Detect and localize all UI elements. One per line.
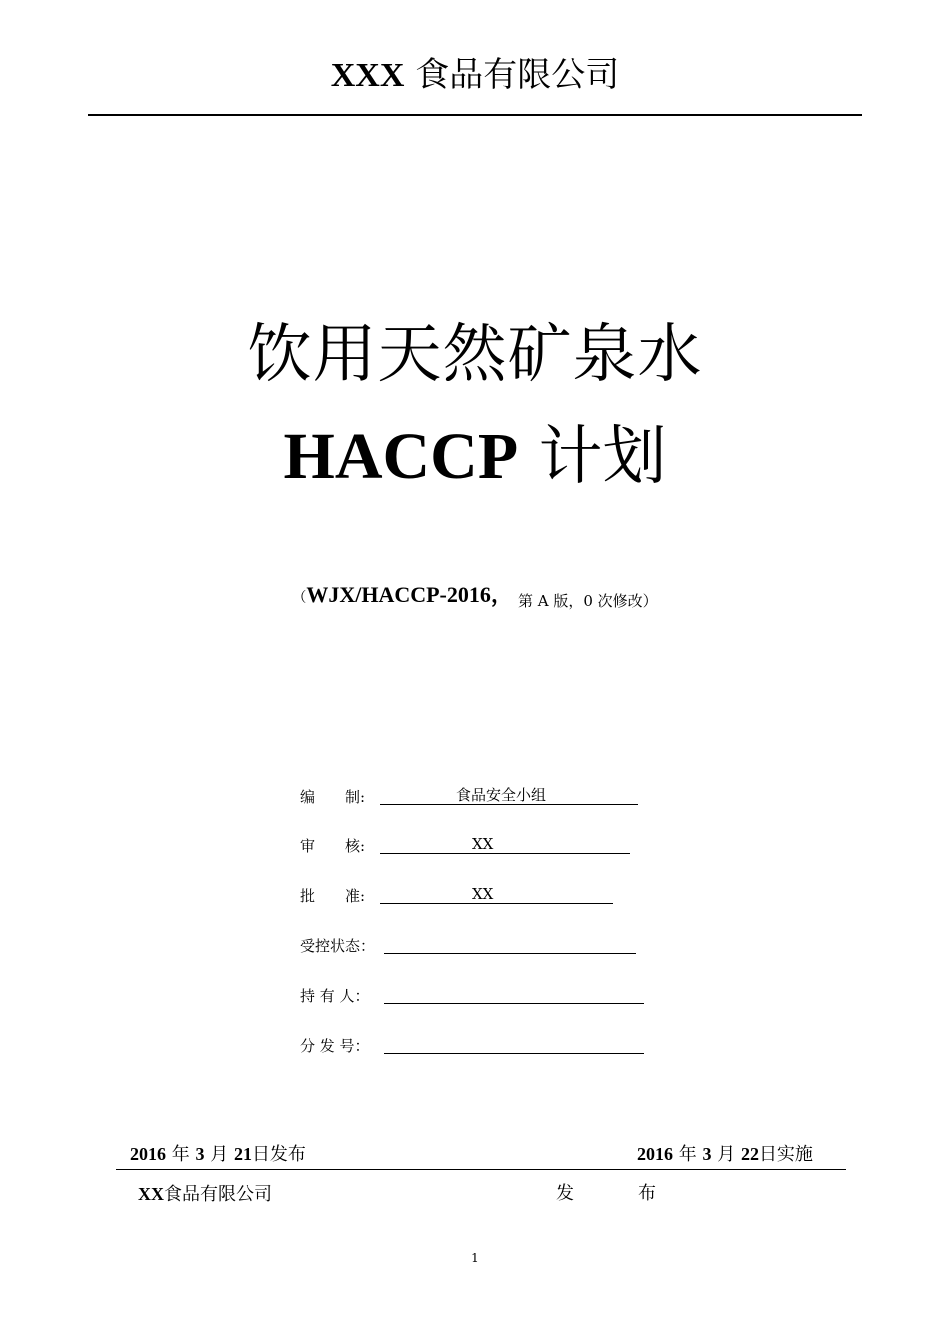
footer-issue-char1: 发 [556,1183,574,1204]
publish-suffix: 日发布 [251,1144,306,1165]
field-value-holder [384,983,644,1004]
effective-day: 22 [740,1144,759,1164]
field-label-distribution-number: 分 发 号： [300,1037,370,1055]
effective-date [637,1142,813,1167]
field-row-reviewed-by [300,833,494,859]
field-label-holder: 持 有 人： [300,987,370,1005]
page-number: 1 [471,1251,479,1265]
document-title-line2 [0,412,950,502]
field-row-approved-by [300,883,494,909]
footer-issue [556,1182,656,1206]
document-title-line1: 饮用天然矿泉水 [247,318,703,392]
effective-month: 3 [702,1144,712,1164]
field-row-compiled-by [300,784,547,810]
field-row-holder [300,983,370,1009]
field-value-reviewed-by-text: XX [472,835,494,853]
field-row-control-status [300,933,375,959]
field-label-reviewed-by: 审 核: [300,837,366,855]
field-value-control-status [384,933,636,954]
field-value-approved-by [380,883,613,904]
field-value-approved-by-text: XX [472,885,494,903]
publish-year: 2016 [130,1144,166,1164]
footer-divider [116,1169,846,1170]
field-value-compiled-by-text: 食品安全小组 [456,786,547,804]
effective-year-unit: 年 [678,1144,697,1165]
field-value-compiled-by [380,784,638,805]
publish-day: 21 [233,1144,252,1164]
publish-date [130,1142,306,1167]
document-code-open-paren: （ [292,590,307,606]
company-header-name: 食品有限公司 [415,55,620,95]
field-label-approved-by: 批 准: [300,887,366,905]
publish-month: 3 [195,1144,205,1164]
footer-company-name: 食品有限公司 [164,1184,272,1205]
company-header [0,52,950,99]
footer-company-latin: XX [138,1184,164,1204]
document-title-haccp: HACCP [283,420,519,493]
publish-month-unit: 月 [210,1144,229,1165]
company-header-latin: XXX [330,57,405,94]
field-value-reviewed-by [380,833,630,854]
document-version: 第 A 版，0 次修改） [517,592,658,610]
document-code [0,578,950,609]
effective-suffix: 日实施 [758,1144,813,1165]
footer-issue-char2: 布 [638,1183,656,1204]
footer-company [138,1182,272,1207]
document-title-plan: 计划 [538,420,667,494]
field-label-compiled-by: 编 制: [300,788,366,806]
document-code-number: WJX/HACCP-2016， [306,582,513,607]
field-label-control-status: 受控状态： [300,937,376,955]
publish-year-unit: 年 [171,1144,190,1165]
field-row-distribution-number [300,1033,370,1059]
field-value-distribution-number [384,1033,644,1054]
header-divider [88,114,862,116]
effective-month-unit: 月 [717,1144,736,1165]
effective-year: 2016 [637,1144,673,1164]
